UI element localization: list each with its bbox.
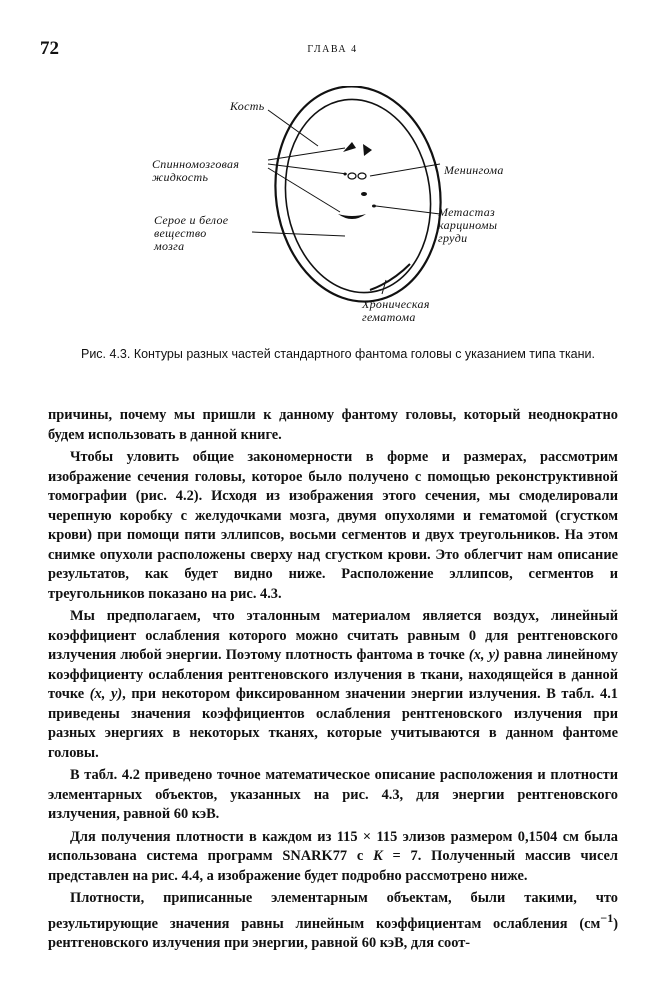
running-header: ГЛАВА 4 [307,44,358,55]
paragraph-5-part-a: Для получения плотности в каждом из 115 × 115 элизов размером 0,1504 см была использована система программ SNARK77 с [48,828,618,864]
body-text [48,406,618,956]
paragraph-6 [48,889,618,953]
figure-caption: Рис. 4.3. Контуры разных частей стандартного фантома головы с указанием типа ткани. [80,347,595,361]
paragraph-5 [48,828,618,887]
paragraph-3-part-b: равна линейному коэффициенту ослабления рентгеновского излучения в ткани, находящейся в данной точке [48,647,618,702]
paragraph-3-part-c: , при некотором фиксированном значении энергии излучения. В табл. 4.1 приведены значения коэффициентов ослабления рентгеновского излучения при разных энергиях в некоторых тканях, которые учитываются в данном фантоме головы. [48,686,618,761]
lower-ventricle [338,214,366,219]
label-gray-white-matter: Серое и белое вещество мозга [154,213,229,253]
paragraph-6-part-b: ) рентгеновского излучения при энергии, равной 60 кэВ, для соот- [48,915,618,951]
small-ellipse-2 [358,173,366,179]
meningioma-ellipse [361,192,367,196]
page-number: 72 [40,38,59,59]
math-point-2: (x, y) [89,686,123,702]
paragraph-2: Чтобы уловить общие закономерности в форме и размерах, рассмотрим изображение сечения головы, которое было получено с помощью реконструктивной томографии (рис. 4.2). Исходя из изображения этого сечения, мы смоделировали черепную коробку с желудочками мозга, двумя опухолями и гематомой (сгустком крови) при помощи пяти эллипсов, восьми сегментов и двух треугольников. На этом снимке опухоли расположены сверху над сгустком крови. Это облегчит нам описание результатов, как будет видно ниже. Расположение эллипсов, сегментов и треугольников показано на рис. 4.3. [48,449,618,602]
left-ventricle [343,142,356,152]
math-point-1: (x, y) [468,647,500,663]
math-k: K [373,848,383,864]
skull-outer-ellipse [262,86,454,312]
paragraph-3 [48,607,618,763]
skull-inner-ellipse [273,90,443,302]
paragraph-6-part-a: Плотности, приписанные элементарным объектам, были такими, что результирующие значения равны линейным коэффициентам ослабления (см [48,890,618,932]
right-ventricle [363,144,372,156]
paragraph-1: причины, почему мы пришли к данному фантому головы, который неоднократно будем использовать в данной книге. [48,407,618,443]
paragraph-4: В табл. 4.2 приведено точное математическое описание расположения и плотности элементарных объектов, указанных на рис. 4.3, для энергии рентгеновского излучения, равной 60 кэВ. [48,767,618,822]
label-meningioma: Менингома [444,163,504,177]
unit-exponent: −1 [600,910,614,925]
head-phantom-figure [140,86,560,336]
small-ellipse-1 [348,173,356,179]
label-csf: Спинномозговая жидкость [152,157,240,184]
label-hematoma: Хроническая гематома [362,297,430,324]
metastasis-ellipse [372,205,376,208]
label-metastasis: Метастаз карциномы груди [438,205,498,245]
paragraph-5-part-b: = 7. Полученный массив чисел представлен на рис. 4.4, а изображение будет подробно рассмотрено ниже. [48,848,618,884]
label-bone: Кость [230,99,265,113]
paragraph-3-part-a: Мы предполагаем, что эталонным материалом является воздух, линейный коэффициент ослабления которого можно считать равным 0 для рентгеновского излучения любой энергии. Поэтому плотность фантома в точке [48,608,618,663]
